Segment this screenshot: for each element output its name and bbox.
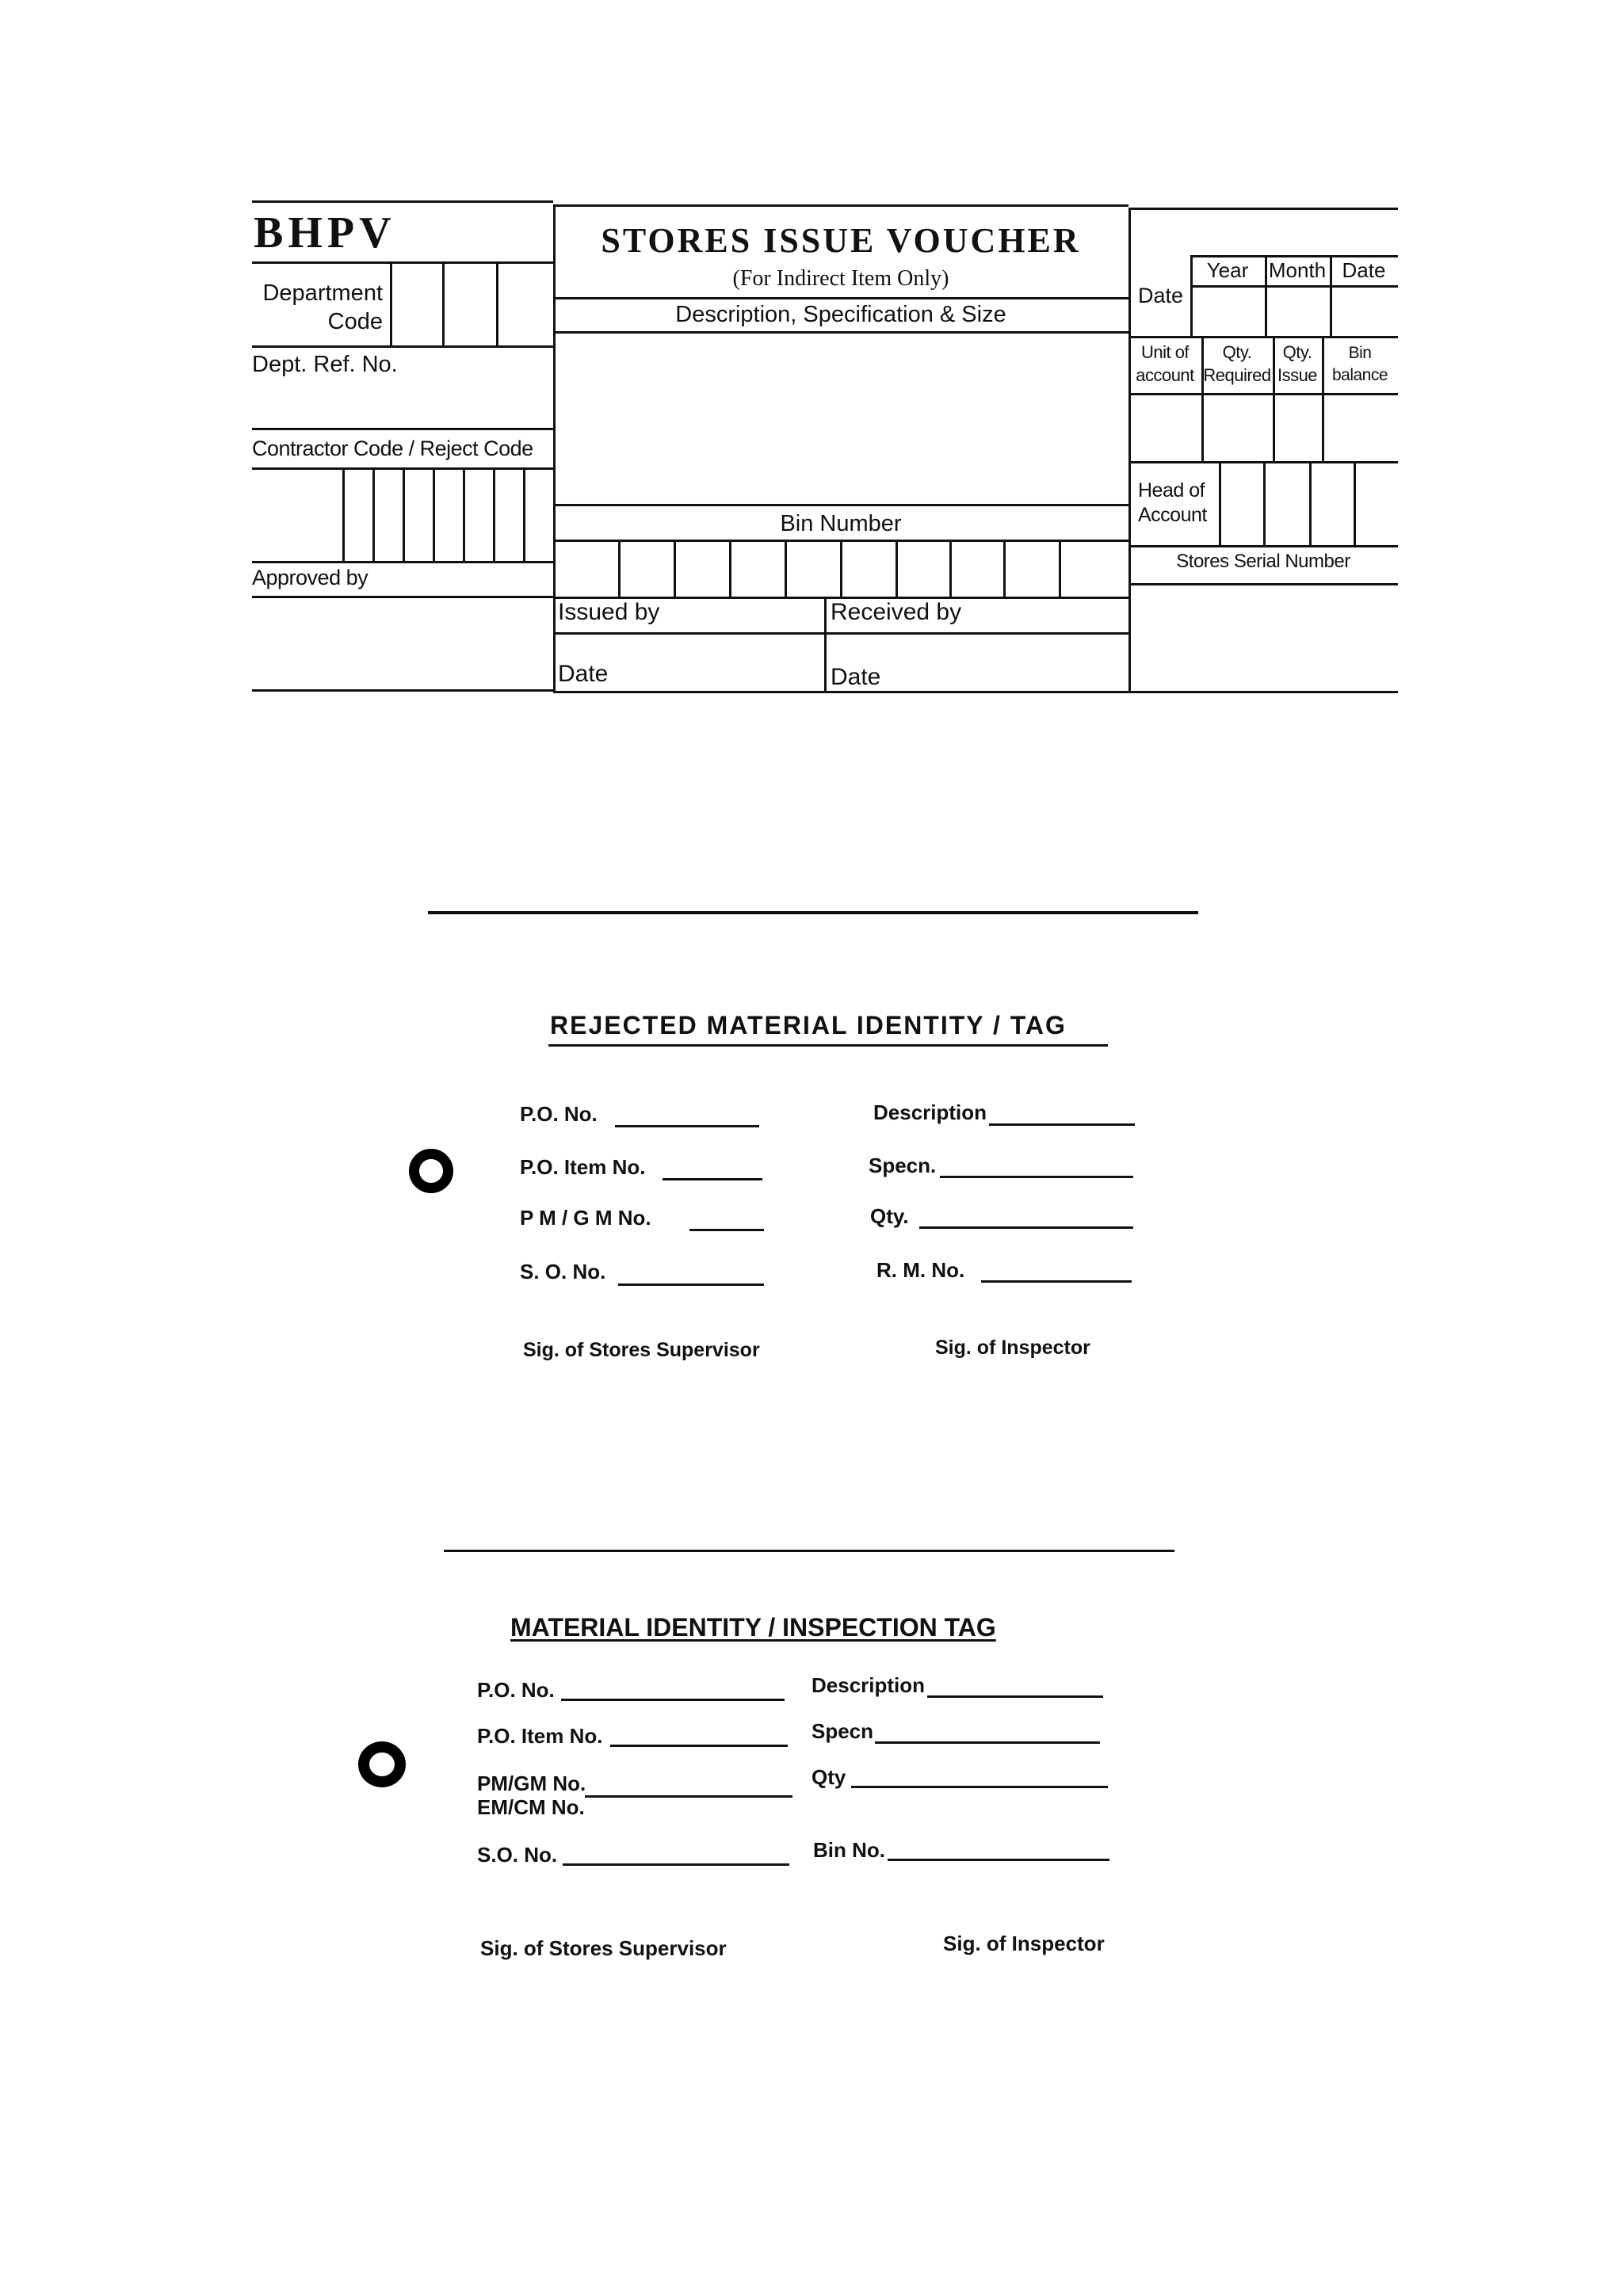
date-label: Date [1138,284,1184,307]
fill-line [610,1745,788,1747]
rule [553,204,1128,207]
rejected-specn-label: Specn. [869,1154,937,1177]
year-label: Year [1206,258,1249,282]
rule [553,297,1128,299]
voucher-subtitle: (For Indirect Item Only) [732,266,949,291]
rule [252,689,553,692]
fill-line [618,1283,764,1286]
qty-required-label: Qty. Required [1203,342,1271,385]
rejected-sig-supervisor-label: Sig. of Stores Supervisor [523,1339,760,1361]
rule [1128,583,1398,585]
fill-line [663,1178,762,1180]
dept-ref-no-label: Dept. Ref. No. [252,352,398,377]
company-name: BHPV [254,208,396,257]
fill-line [919,1226,1133,1229]
tag-top-edge [444,1550,1174,1552]
rule [840,540,842,597]
inspection-em-cm-no-label: EM/CM No. [477,1795,585,1819]
rule [729,540,731,597]
tag-top-edge [428,911,1198,914]
fill-line [927,1695,1103,1698]
bin-number-label: Bin Number [780,511,902,536]
fill-line [689,1229,764,1231]
rejected-sig-inspector-label: Sig. of Inspector [935,1337,1090,1359]
rule [390,264,392,345]
rule [496,264,498,345]
rule [433,467,435,561]
date-col-label: Date [1342,258,1386,282]
rule [252,345,553,348]
rule [442,264,445,345]
punch-hole-icon [409,1149,453,1193]
unit-of-account-label: Unit of account [1136,342,1194,385]
fill-line [585,1795,792,1798]
inspection-description-label: Description [812,1673,926,1697]
title-underline [548,1044,1108,1047]
rejected-pm-gm-no-label: P M / G M No. [520,1206,651,1230]
voucher-title: STORES ISSUE VOUCHER [601,221,1081,260]
rule [824,597,827,691]
rule [252,428,553,430]
inspection-po-item-no-label: P.O. Item No. [477,1724,603,1748]
rule [1128,208,1398,210]
rejected-rm-no-label: R. M. No. [876,1258,965,1282]
rule [553,331,1128,334]
rule [1263,461,1266,545]
inspection-bin-no-label: Bin No. [813,1838,885,1862]
rejected-tag-title: REJECTED MATERIAL IDENTITY / TAG [550,1011,1067,1039]
contractor-code-label: Contractor Code / Reject Code [252,437,533,460]
fill-line [888,1859,1109,1861]
head-of-account-label: Head of Account [1138,479,1207,526]
rule [342,467,345,561]
inspection-qty-label: Qty [812,1765,846,1789]
rule [252,561,553,563]
rule [252,596,553,598]
rule [1309,461,1312,545]
rule [523,467,525,561]
rule [1003,540,1006,597]
rule [252,200,553,203]
issued-by-label: Issued by [558,599,660,625]
fill-line [875,1741,1100,1744]
inspection-sig-supervisor-label: Sig. of Stores Supervisor [480,1936,727,1960]
rule [1059,540,1061,597]
rejected-po-no-label: P.O. No. [520,1102,598,1126]
month-label: Month [1268,258,1327,282]
rule [949,540,952,597]
fill-line [940,1176,1133,1178]
fill-line [981,1280,1132,1283]
rejected-qty-label: Qty. [870,1204,909,1228]
rule [553,632,1128,635]
rule [463,467,465,561]
rejected-po-item-no-label: P.O. Item No. [520,1155,646,1179]
qty-issue-label: Qty. Issue [1277,342,1318,385]
inspection-po-no-label: P.O. No. [477,1678,555,1702]
stores-serial-number-label: Stores Serial Number [1176,551,1350,572]
rejected-description-label: Description [873,1100,987,1124]
received-by-label: Received by [831,599,962,625]
rule [553,504,1128,506]
rule [1128,208,1131,691]
rule [896,540,898,597]
inspection-tag-title: MATERIAL IDENTITY / INSPECTION TAG [510,1613,996,1642]
rule [1190,285,1398,288]
rule [403,467,405,561]
rule [618,540,621,597]
inspection-sig-inspector-label: Sig. of Inspector [943,1932,1105,1955]
rule [785,540,787,597]
inspection-so-no-label: S.O. No. [477,1843,558,1867]
rejected-so-no-label: S. O. No. [520,1260,606,1283]
rule [553,691,1398,693]
rule [1128,336,1398,338]
rule [674,540,676,597]
inspection-pm-gm-no-label: PM/GM No. [477,1772,586,1795]
fill-line [563,1863,789,1866]
received-date-label: Date [831,664,881,690]
rule [1128,393,1398,395]
rule [372,467,375,561]
rule [252,261,553,264]
punch-hole-icon [358,1741,406,1787]
rule [493,467,495,561]
rule [1128,545,1398,547]
issued-date-label: Date [558,661,609,687]
approved-by-label: Approved by [252,566,369,589]
fill-line [851,1786,1108,1788]
fill-line [561,1699,785,1701]
department-code-label: Department Code [262,280,383,334]
rule [1190,255,1398,257]
fill-line [989,1123,1135,1126]
rule [1219,461,1221,545]
rule [1354,461,1356,545]
fill-line [615,1125,759,1127]
bin-balance-label: Bin balance [1331,344,1388,384]
inspection-specn-label: Specn [812,1719,874,1743]
description-header: Description, Specification & Size [675,302,1006,327]
